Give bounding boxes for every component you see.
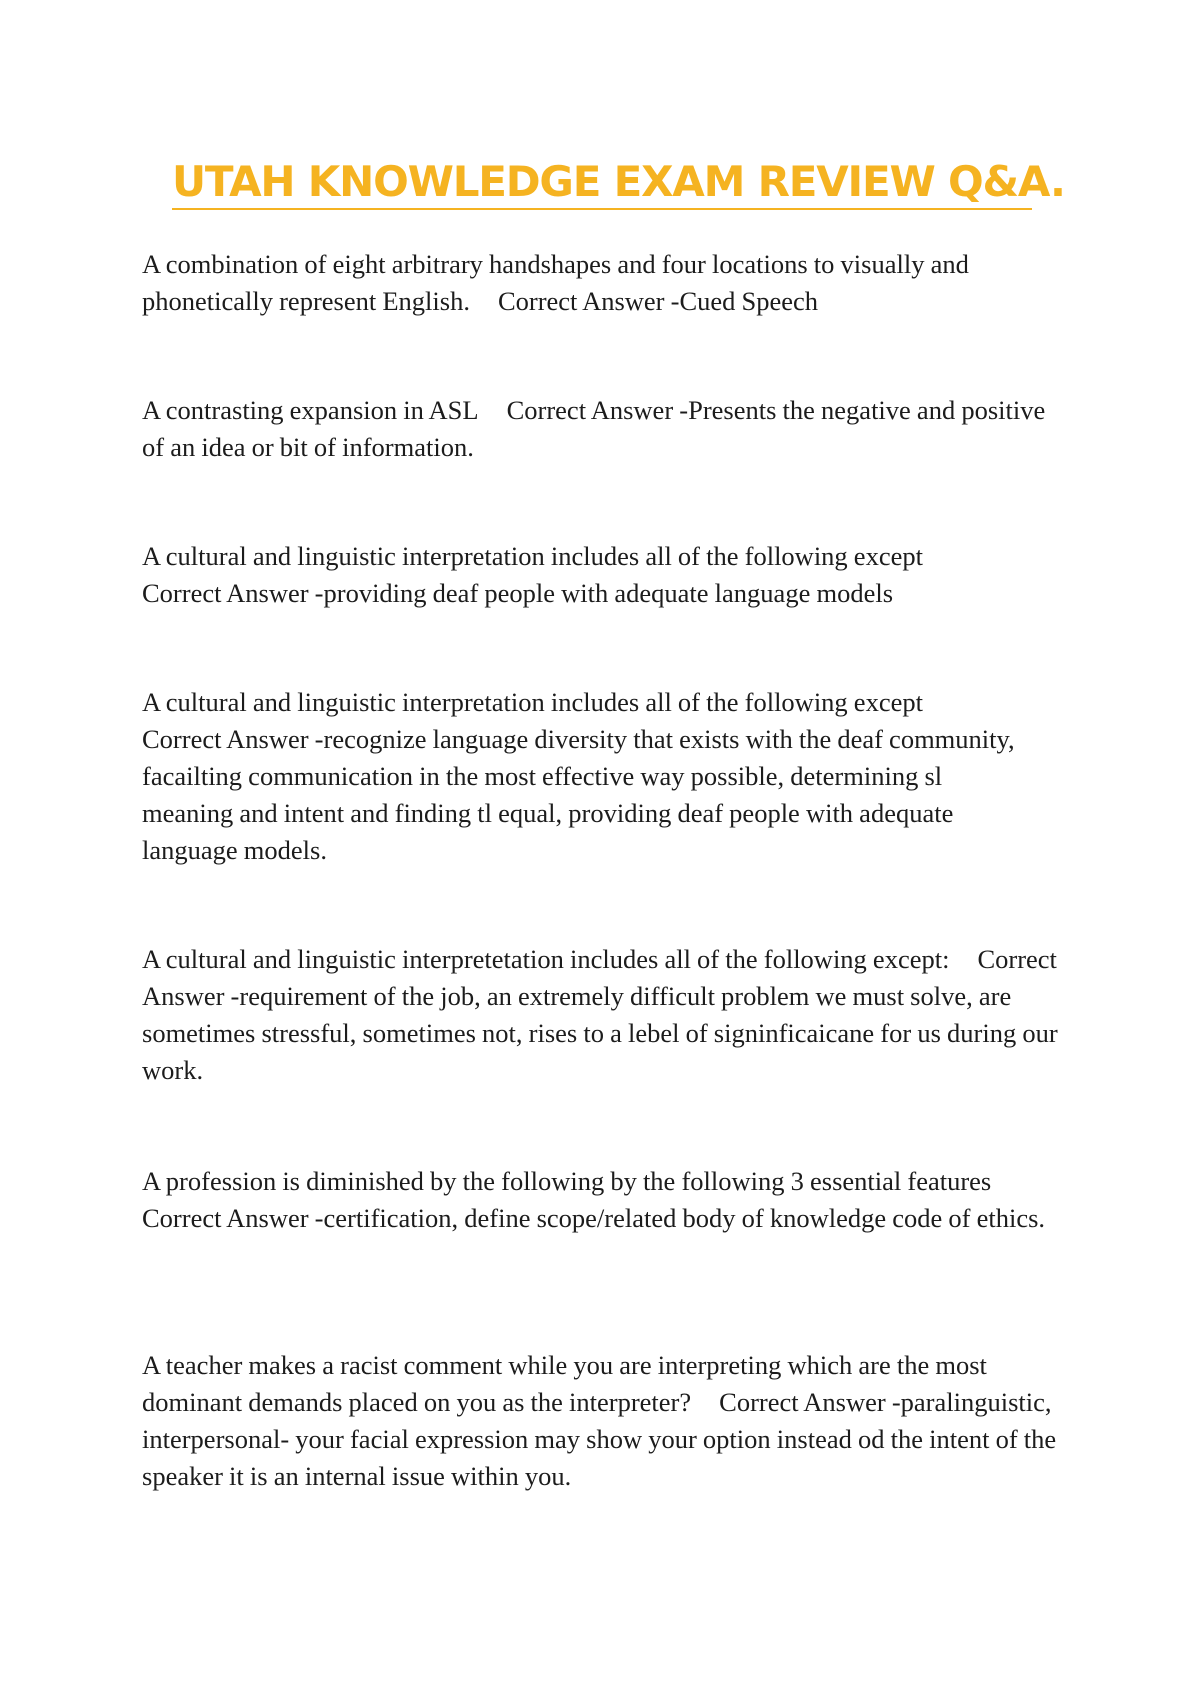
qa-item [142,538,1022,612]
answer-prefix: Correct Answer - [142,724,324,754]
answer-text: Cued Speech [679,286,819,316]
answer-text: requirement of the job, an extremely difficult problem we must solve, are sometimes stressful, sometimes not, rises to a lebel of signinficaicane for us during our work. [142,981,1058,1085]
question-text: A cultural and linguistic interpretetation includes all of the following except: [142,944,950,974]
answer-text: recognize language diversity that exists with the deaf community, facailting communication in the most effective way possible, determining sl meaning and intent and finding tl equal, providing deaf people with adequate language models. [142,724,1015,865]
answer-prefix: Correct Answer - [142,1203,324,1233]
qa-item [142,941,1062,1089]
answer-prefix: Correct Answer - [142,578,324,608]
answer-text: paralinguistic, interpersonal- your facial expression may show your option instead od the intent of the speaker it is an internal issue within you. [142,1387,1057,1491]
qa-item [142,684,1022,869]
qa-item [142,1163,1062,1237]
document-title: UTAH KNOWLEDGE EXAM REVIEW Q&A. [172,158,1032,210]
answer-prefix: Correct Answer - [497,286,680,316]
qa-item [142,1347,1062,1495]
question-text: A cultural and linguistic interpretation includes all of the following except [142,687,923,717]
question-text: A cultural and linguistic interpretation includes all of the following except [142,541,923,571]
answer-text: providing deaf people with adequate language models [323,578,894,608]
qa-item [142,392,1062,466]
question-text: A contrasting expansion in ASL [142,395,479,425]
answer-text: certification, define scope/related body of knowledge code of ethics. [323,1203,1046,1233]
question-text: A profession is diminished by the following by the following 3 essential features [142,1166,992,1196]
question-text: A combination of eight arbitrary handshapes and four locations to visually and phonetically represent English. [142,249,969,316]
qa-item [142,246,1062,320]
answer-prefix: Correct Answer - [506,395,689,425]
answer-text: Presents the negative and positive of an idea or bit of information. [142,395,1046,462]
answer-prefix: Correct Answer - [142,944,1057,1011]
answer-prefix: Correct Answer - [719,1387,901,1417]
question-text: A teacher makes a racist comment while you are interpreting which are the most dominant demands placed on you as the interpreter? [142,1350,987,1417]
